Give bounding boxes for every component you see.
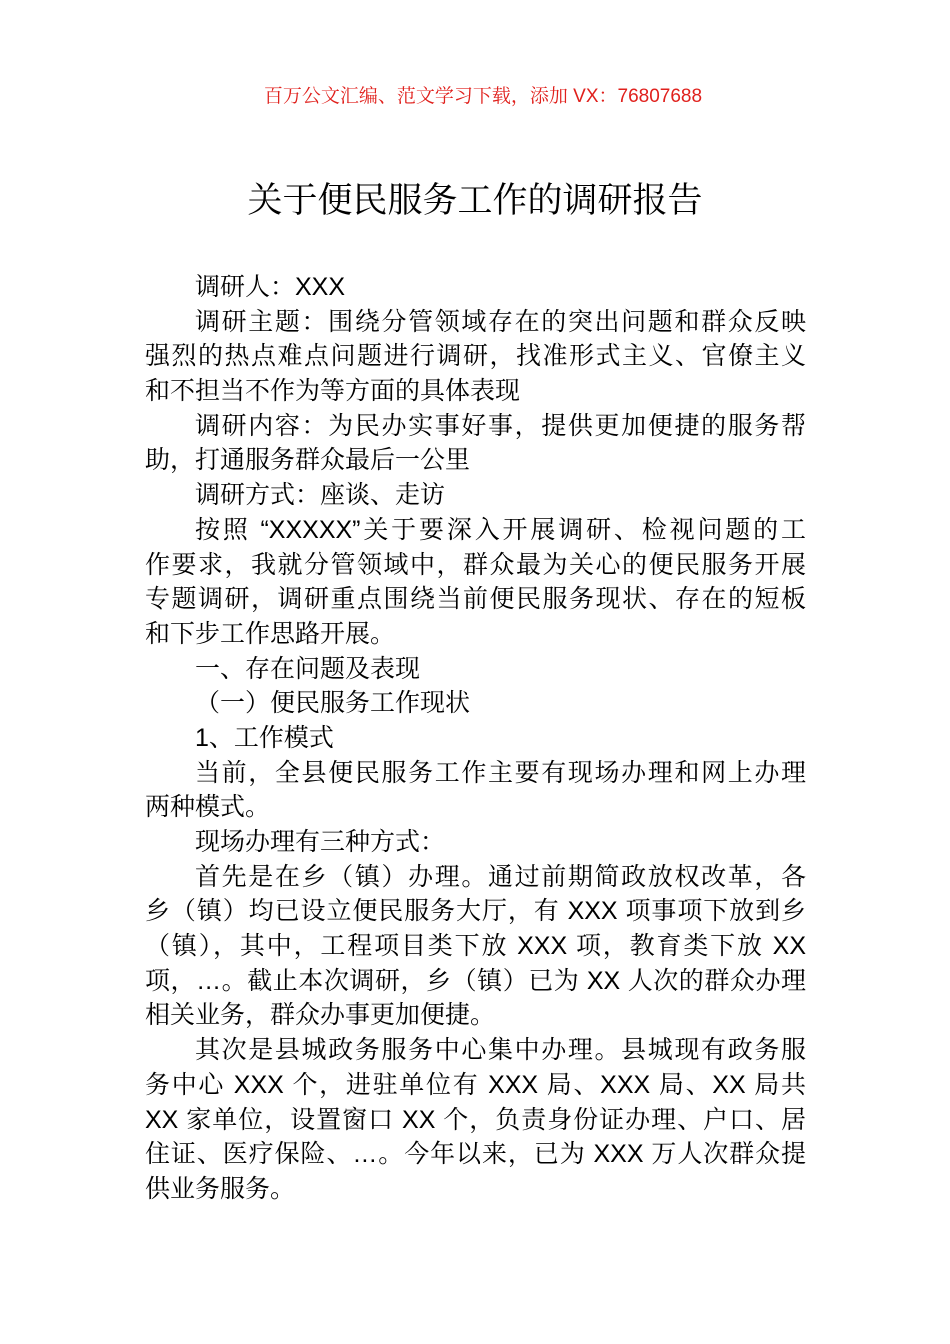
paragraph-line: 乡（镇）均已设立便民服务大厅，有 XXX 项事项下放到乡 xyxy=(145,897,806,926)
paragraph-line: 现场办理有三种方式： xyxy=(195,828,446,856)
paragraph xyxy=(145,305,806,409)
paragraph xyxy=(145,721,806,756)
paragraph-line: 1、工作模式 xyxy=(195,723,334,752)
paragraph-line: 调研人：XXX xyxy=(195,273,346,301)
paragraph xyxy=(145,756,806,825)
document-body xyxy=(145,270,806,1207)
paragraph-line: 专题调研，调研重点围绕当前便民服务现状、存在的短板 xyxy=(145,585,806,614)
paragraph-line: （一）便民服务工作现状 xyxy=(195,689,471,718)
paragraph xyxy=(145,478,806,513)
document-title: 关于便民服务工作的调研报告 xyxy=(247,181,703,220)
paragraph-line: 相关业务，群众办事更加便捷。 xyxy=(145,1001,496,1030)
paragraph-line: 作要求，我就分管领域中，群众最为关心的便民服务开展 xyxy=(145,550,806,579)
paragraph-line: 助，打通服务群众最后一公里 xyxy=(145,446,471,475)
paragraph-line: 项，…。截止本次调研，乡（镇）已为 XX 人次的群众办理 xyxy=(145,966,806,995)
paragraph xyxy=(145,860,806,1033)
paragraph-line: 强烈的热点难点问题进行调研，找准形式主义、官僚主义 xyxy=(145,342,806,371)
paragraph-line: 和不担当不作为等方面的具体表现 xyxy=(145,377,521,406)
paragraph-line: 住证、医疗保险、…。今年以来，已为 XXX 万人次群众提 xyxy=(145,1140,806,1169)
paragraph-line: 其次是县城政务服务中心集中办理。县城现有政务服 xyxy=(195,1036,806,1065)
paragraph xyxy=(145,825,806,860)
paragraph-line: 按照 “XXXXX”关于要深入开展调研、检视问题的工 xyxy=(195,515,806,544)
paragraph xyxy=(145,1033,806,1206)
paragraph-line: 供业务服务。 xyxy=(145,1174,296,1203)
paragraph-line: 调研方式：座谈、走访 xyxy=(195,481,446,510)
paragraph-line: 首先是在乡（镇）办理。通过前期简政放权改革，各 xyxy=(195,862,806,891)
paragraph-line: 一、存在问题及表现 xyxy=(195,654,421,683)
paragraph xyxy=(145,270,806,305)
paragraph-line: 务中心 XXX 个，进驻单位有 XXX 局、XXX 局、XX 局共 xyxy=(145,1070,806,1099)
paragraph-line: XX 家单位，设置窗口 XX 个，负责身份证办理、户口、居 xyxy=(145,1105,806,1134)
paragraph-line: （镇），其中，工程项目类下放 XXX 项，教育类下放 XX xyxy=(145,932,806,961)
paragraph-line: 调研内容：为民办实事好事，提供更加便捷的服务帮 xyxy=(195,411,806,440)
paragraph xyxy=(145,409,806,478)
promo-header: 百万公文汇编、范文学习下载，添加 VX：76807688 xyxy=(263,86,703,107)
paragraph-line: 当前，全县便民服务工作主要有现场办理和网上办理 xyxy=(195,758,806,787)
paragraph xyxy=(145,513,806,652)
paragraph xyxy=(145,686,806,721)
paragraph-line: 和下步工作思路开展。 xyxy=(145,619,396,648)
paragraph-line: 两种模式。 xyxy=(145,793,271,822)
paragraph-line: 调研主题：围绕分管领域存在的突出问题和群众反映 xyxy=(195,307,806,336)
paragraph xyxy=(145,652,806,687)
